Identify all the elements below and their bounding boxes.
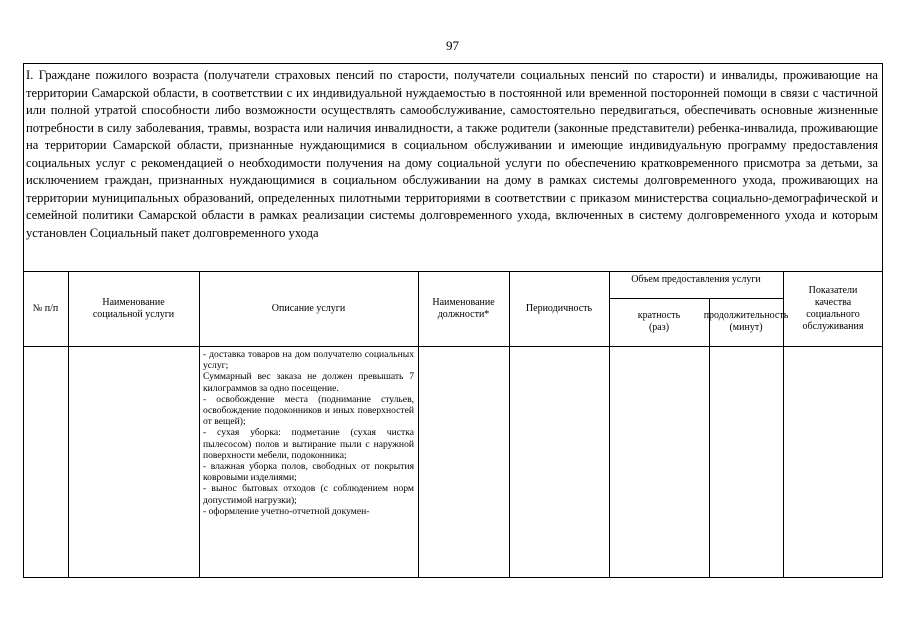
header-frequency: кратность (раз) bbox=[637, 310, 681, 333]
header-service-name: Наименование социальной услуги bbox=[92, 296, 175, 320]
service-description bbox=[203, 349, 414, 517]
description-line: - доставка товаров на дом получателю социальных услуг; bbox=[203, 349, 414, 372]
header-num: № п/п bbox=[32, 302, 59, 314]
header-duration: продолжительность (минут) bbox=[703, 310, 789, 333]
row-service-name-cell bbox=[68, 347, 199, 577]
header-quality: Показатели качества социального обслуживания bbox=[802, 284, 864, 332]
description-line: - освобождение места (поднимание стульев, освобождение подоконников и иных поверхностей от вещей); bbox=[203, 393, 414, 428]
row-num-cell bbox=[23, 347, 68, 577]
row-periodicity-cell bbox=[509, 347, 609, 577]
description-line: - вынос бытовых отходов (с соблюдением норм допустимой нагрузки); bbox=[203, 483, 414, 506]
description-line: - влажная уборка полов, свободных от покрытия ковровыми изделиями; bbox=[203, 461, 414, 484]
recipient-group-title: I. Граждане пожилого возраста (получатели страховых пенсий по старости, получатели социальных пенсий по старости) и инвалиды, проживающие на территории Самарской области, в соответствии с их индивидуальной нуждаемостью в постоянной или временной посторонней помощи в связи с частичной или полной утратой способности либо возможности осуществлять самообслуживание, самостоятельно передвигаться, обеспечивать основные жизненные потребности в силу заболевания, травмы, возраста или наличия инвалидности, а также родители (законные представители) ребенка-инвалида, проживающие на территории Самарской области, признанные нуждающимися в социальном обслуживании и имеющие индивидуальную программу предоставления социальных услуг с рекомендацией о необходимости получения на дому социальной услуги по обеспечению кратковременного присмотра за детьми, за исключением граждан, признанных нуждающимися в социальном обслуживании на дому в рамках системы долговременного ухода, проживающих на территории муниципальных образований, определенных пилотными территориями в соответствии с приказом министерства социально-демографической и семейной политики Самарской области в рамках реализации системы долговременного ухода, включенных в систему долговременного ухода и которым установлен Социальный пакет долговременного ухода bbox=[26, 68, 878, 240]
header-description: Описание услуги bbox=[271, 302, 346, 314]
row-quality-cell bbox=[783, 347, 883, 577]
description-line: Суммарный вес заказа не должен превышать 7 килограммов за одно посещение. bbox=[203, 371, 414, 394]
header-position: Наименование должности* bbox=[432, 296, 495, 320]
description-line: - оформление учетно-отчетной докумен- bbox=[203, 505, 370, 517]
description-line: - сухая уборка: подметание (сухая чистка пылесосом) полов и вытирание пыли с наружной поверхности мебели, подоконника; bbox=[203, 427, 414, 461]
page-number: 97 bbox=[446, 38, 459, 53]
row-position-cell bbox=[418, 347, 509, 577]
row-duration-cell bbox=[709, 347, 783, 577]
header-periodicity: Периодичность bbox=[525, 302, 593, 314]
header-volume-group: Объем предоставления услуги bbox=[631, 274, 761, 285]
row-frequency-cell bbox=[609, 347, 709, 577]
